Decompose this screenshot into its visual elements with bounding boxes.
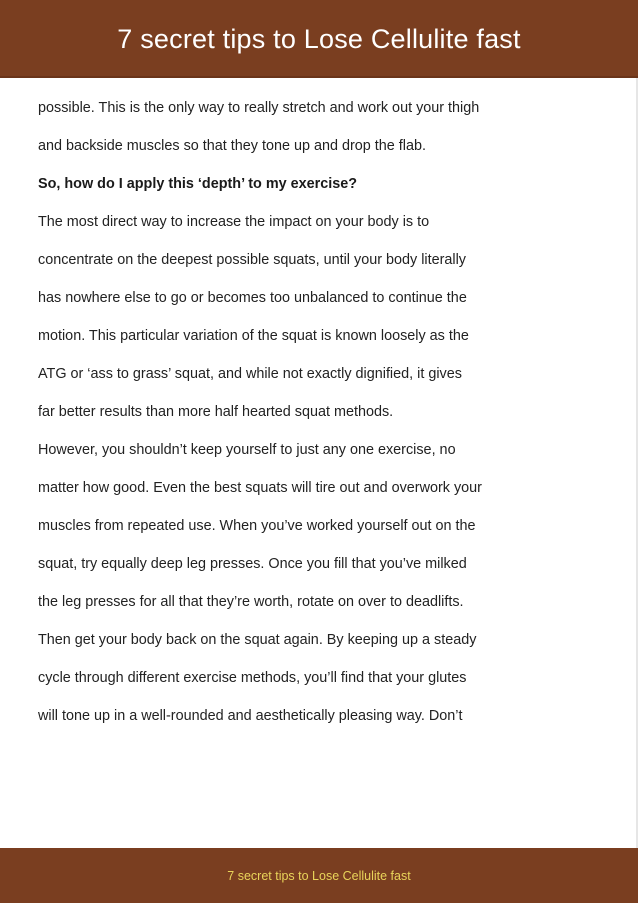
text-line: the leg presses for all that they’re worth, rotate on over to deadlifts. [38, 594, 464, 610]
text-line: However, you shouldn’t keep yourself to just any one exercise, no [38, 442, 456, 458]
text-line: motion. This particular variation of the squat is known loosely as the [38, 328, 469, 344]
text-line: cycle through different exercise methods, you’ll find that your glutes [38, 670, 467, 686]
paragraph-2 [38, 203, 598, 431]
text-line: and backside muscles so that they tone up and drop the flab. [38, 138, 426, 154]
text-line: will tone up in a well-rounded and aesthetically pleasing way. Don’t [38, 708, 463, 724]
page-footer [0, 848, 638, 903]
text-line: matter how good. Even the best squats will tire out and overwork your [38, 480, 482, 496]
text-line: far better results than more half hearted squat methods. [38, 404, 394, 420]
text-line: possible. This is the only way to really stretch and work out your thigh [38, 100, 480, 116]
paragraph-1 [38, 89, 598, 165]
section-heading [38, 165, 598, 203]
text-line: Then get your body back on the squat again. By keeping up a steady [38, 632, 477, 648]
footer-title: 7 secret tips to Lose Cellulite fast [227, 869, 411, 883]
text-line: has nowhere else to go or becomes too unbalanced to continue the [38, 290, 467, 306]
paragraph-3 [38, 431, 598, 735]
text-line: muscles from repeated use. When you’ve worked yourself out on the [38, 518, 476, 534]
heading-line: So, how do I apply this ‘depth’ to my exercise? [38, 176, 358, 192]
text-line: ATG or ‘ass to grass’ squat, and while not exactly dignified, it gives [38, 366, 462, 382]
header-title: 7 secret tips to Lose Cellulite fast [117, 24, 521, 54]
page-header [0, 0, 638, 78]
text-line: concentrate on the deepest possible squats, until your body literally [38, 252, 466, 268]
text-line: squat, try equally deep leg presses. Once you fill that you’ve milked [38, 556, 467, 572]
text-line: The most direct way to increase the impact on your body is to [38, 214, 430, 230]
document-body [38, 89, 598, 735]
